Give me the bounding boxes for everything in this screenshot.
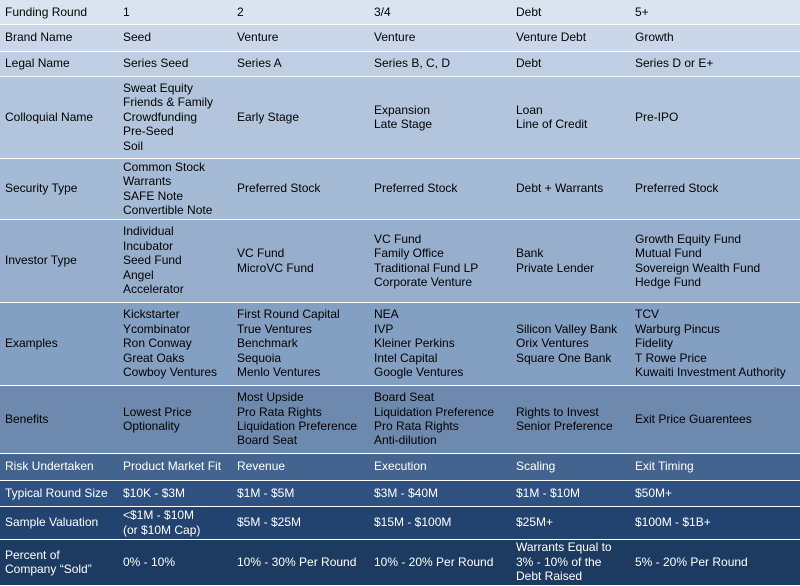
table-row (0, 385, 800, 453)
table-cell (511, 385, 630, 453)
cell-line: Warrants (123, 174, 172, 189)
table-cell (630, 51, 800, 76)
cell-line: $3M - $40M (374, 485, 439, 500)
cell-line: Most Upside (237, 390, 304, 405)
cell-line: Silicon Valley Bank (516, 321, 618, 336)
cell-line: Common Stock (123, 159, 206, 174)
table-cell (232, 76, 369, 158)
row-label (0, 385, 118, 453)
table-cell (511, 539, 630, 585)
cell-line: Preferred Stock (635, 181, 719, 196)
table-cell (630, 219, 800, 302)
header-label: Funding Round (0, 0, 118, 24)
row-label (0, 76, 118, 158)
cell-line: Board Seat (237, 433, 298, 448)
cell-line: Great Oaks (123, 350, 185, 365)
row-label-line: Benefits (5, 411, 49, 426)
cell-line: Crowdfunding (123, 109, 198, 124)
cell-line: Growth (635, 30, 674, 45)
table-cell (369, 539, 511, 585)
cell-line: Expansion (374, 102, 431, 117)
table-cell (369, 385, 511, 453)
table-cell (118, 51, 232, 76)
table-cell (369, 24, 511, 51)
cell-line: Menlo Ventures (237, 365, 321, 380)
cell-line: Individual (123, 224, 174, 239)
table-row (0, 51, 800, 76)
cell-line: $50M+ (635, 485, 673, 500)
cell-line: Seed (123, 30, 152, 45)
row-label (0, 302, 118, 385)
table-cell (511, 51, 630, 76)
cell-line: Benchmark (237, 336, 298, 351)
table-cell (630, 480, 800, 506)
table-cell (232, 480, 369, 506)
table-cell (369, 480, 511, 506)
row-label (0, 453, 118, 480)
table-row (0, 158, 800, 219)
row-label-line: Percent of (5, 547, 60, 562)
cell-line: Pre-Seed (123, 124, 174, 139)
cell-line: Debt (516, 56, 542, 71)
cell-line: $25M+ (516, 515, 554, 530)
table-cell (232, 51, 369, 76)
cell-line: Senior Preference (516, 419, 613, 433)
table-cell (118, 480, 232, 506)
table-cell (118, 506, 232, 539)
cell-line: Corporate Venture (374, 274, 473, 289)
cell-line: Growth Equity Fund (635, 231, 742, 246)
column-header: Debt (511, 0, 630, 24)
cell-line: MicroVC Fund (237, 260, 314, 275)
cell-line: Google Ventures (374, 365, 464, 380)
cell-line: $10K - $3M (123, 485, 186, 500)
table-cell (232, 539, 369, 585)
cell-line: Series Seed (123, 56, 189, 71)
table-cell (511, 219, 630, 302)
table-cell (630, 302, 800, 385)
cell-line: Incubator (123, 238, 174, 253)
cell-line: True Ventures (237, 321, 312, 336)
cell-line: VC Fund (237, 246, 285, 261)
row-label-line: Sample Valuation (5, 515, 99, 530)
table-cell (118, 24, 232, 51)
cell-line: $15M - $100M (374, 515, 452, 530)
cell-line: $1M - $5M (237, 485, 295, 500)
table-cell (232, 453, 369, 480)
table-cell (369, 453, 511, 480)
table-row (0, 506, 800, 539)
cell-line: (or $10M Cap) (123, 522, 201, 537)
table-row (0, 219, 800, 302)
cell-line: Convertible Note (123, 202, 213, 217)
cell-line: First Round Capital (237, 307, 340, 322)
cell-line: Anti-dilution (374, 433, 437, 448)
table-cell (630, 24, 800, 51)
cell-line: Line of Credit (516, 117, 588, 131)
table-cell (511, 453, 630, 480)
table-cell (369, 506, 511, 539)
row-label (0, 480, 118, 506)
table-cell (232, 506, 369, 539)
table-cell (511, 158, 630, 219)
cell-line: Sweat Equity (123, 80, 194, 95)
table-cell (511, 76, 630, 158)
table-cell (232, 219, 369, 302)
cell-line: 10% - 30% Per Round (237, 554, 357, 569)
table-row (0, 539, 800, 585)
table-cell (630, 453, 800, 480)
cell-line: Execution (374, 459, 427, 474)
table-cell (511, 24, 630, 51)
cell-line: Lowest Price (123, 404, 192, 419)
cell-line: Orix Ventures (516, 336, 589, 351)
cell-line: Early Stage (237, 109, 300, 124)
cell-line: Preferred Stock (374, 181, 458, 196)
cell-line: Pro Rata Rights (374, 419, 459, 433)
table-cell (511, 480, 630, 506)
cell-line: Ron Conway (123, 336, 192, 351)
cell-line: Loan (516, 102, 543, 117)
row-label (0, 506, 118, 539)
table-cell (511, 302, 630, 385)
table-cell (630, 76, 800, 158)
cell-line: Kickstarter (123, 307, 180, 322)
cell-line: Hedge Fund (635, 274, 702, 289)
row-label (0, 539, 118, 585)
cell-line: Preferred Stock (237, 181, 321, 196)
cell-line: Rights to Invest (516, 404, 599, 419)
table-row (0, 480, 800, 506)
row-label-line: Company “Sold” (5, 562, 92, 576)
table-cell (511, 506, 630, 539)
cell-line: TCV (635, 307, 659, 322)
cell-line: Warrants Equal to (516, 540, 612, 555)
cell-line: Board Seat (374, 390, 435, 405)
cell-line: Accelerator (123, 282, 184, 297)
table-cell (118, 385, 232, 453)
row-label-line: Legal Name (5, 56, 70, 71)
table-cell (118, 158, 232, 219)
cell-line: Kleiner Perkins (374, 336, 455, 351)
cell-line: Pro Rata Rights (237, 404, 322, 419)
cell-line: $100M - $1B+ (635, 515, 711, 530)
cell-line: Venture Debt (516, 30, 587, 45)
cell-line: Cowboy Ventures (123, 365, 218, 380)
table-cell (118, 539, 232, 585)
row-label-line: Typical Round Size (5, 485, 108, 500)
cell-line: Pre-IPO (635, 109, 679, 124)
cell-line: NEA (374, 307, 399, 322)
cell-line: VC Fund (374, 231, 422, 246)
cell-line: Sequoia (237, 350, 282, 365)
cell-line: Warburg Pincus (635, 321, 720, 336)
cell-line: Venture (374, 30, 416, 45)
cell-line: Debt Raised (516, 569, 583, 584)
cell-line: Optionality (123, 419, 180, 433)
cell-line: 5% - 20% Per Round (635, 554, 748, 569)
cell-line: Revenue (237, 459, 286, 474)
table-cell (369, 302, 511, 385)
table-row (0, 24, 800, 51)
table-cell (232, 385, 369, 453)
table-cell (232, 158, 369, 219)
table-cell (630, 385, 800, 453)
header-row (0, 0, 800, 24)
table-cell (118, 453, 232, 480)
cell-line: 3% - 10% of the (516, 554, 602, 569)
table-row (0, 302, 800, 385)
table-cell (630, 158, 800, 219)
cell-line: Liquidation Preference (237, 419, 358, 433)
table-cell (232, 24, 369, 51)
table-cell (369, 219, 511, 302)
table-cell (630, 506, 800, 539)
cell-line: Fidelity (635, 336, 674, 351)
cell-line: SAFE Note (123, 188, 184, 203)
row-label-line: Colloquial Name (5, 109, 94, 124)
cell-line: IVP (374, 321, 394, 336)
table-cell (369, 51, 511, 76)
row-label-line: Risk Undertaken (5, 459, 94, 474)
cell-line: $1M - $10M (516, 485, 581, 500)
cell-line: Traditional Fund LP (374, 260, 479, 275)
cell-line: Square One Bank (516, 350, 612, 365)
cell-line: Product Market Fit (123, 459, 222, 474)
cell-line: Series A (237, 56, 282, 71)
table-cell (118, 302, 232, 385)
table-cell (118, 219, 232, 302)
cell-line: Sovereign Wealth Fund (635, 260, 761, 275)
row-label (0, 158, 118, 219)
cell-line: Venture (237, 30, 279, 45)
column-header: 5+ (630, 0, 800, 24)
cell-line: Series B, C, D (374, 56, 451, 71)
cell-line: Scaling (516, 459, 556, 474)
table-cell (630, 539, 800, 585)
row-label-line: Investor Type (5, 253, 77, 268)
cell-line: Mutual Fund (635, 246, 702, 261)
table-row (0, 453, 800, 480)
cell-line: Late Stage (374, 117, 433, 131)
cell-line: Intel Capital (374, 350, 438, 365)
cell-line: Private Lender (516, 260, 595, 275)
cell-line: Ycombinator (123, 321, 191, 336)
cell-line: <$1M - $10M (123, 508, 195, 523)
cell-line: Debt + Warrants (516, 181, 604, 196)
table-row (0, 76, 800, 158)
cell-line: Angel (123, 267, 154, 282)
cell-line: Soil (123, 138, 144, 153)
row-label (0, 51, 118, 76)
cell-line: Series D or E+ (635, 56, 714, 71)
table-cell (232, 302, 369, 385)
column-header: 2 (232, 0, 369, 24)
cell-line: T Rowe Price (635, 350, 707, 365)
column-header: 3/4 (369, 0, 511, 24)
cell-line: 10% - 20% Per Round (374, 554, 494, 569)
cell-line: Bank (516, 246, 544, 261)
cell-line: 0% - 10% (123, 554, 176, 569)
row-label-line: Examples (5, 336, 58, 351)
cell-line: Friends & Family (123, 95, 214, 110)
row-label (0, 24, 118, 51)
column-header: 1 (118, 0, 232, 24)
table-cell (118, 76, 232, 158)
cell-line: Exit Timing (635, 459, 694, 474)
cell-line: Seed Fund (123, 253, 182, 268)
table-cell (369, 158, 511, 219)
cell-line: Family Office (374, 246, 444, 261)
cell-line: Exit Price Guarentees (635, 411, 752, 426)
cell-line: Kuwaiti Investment Authority (635, 365, 786, 380)
row-label-line: Security Type (5, 181, 78, 196)
cell-line: $5M - $25M (237, 515, 302, 530)
table-cell (369, 76, 511, 158)
cell-line: Liquidation Preference (374, 404, 495, 419)
row-label (0, 219, 118, 302)
row-label-line: Brand Name (5, 30, 73, 45)
